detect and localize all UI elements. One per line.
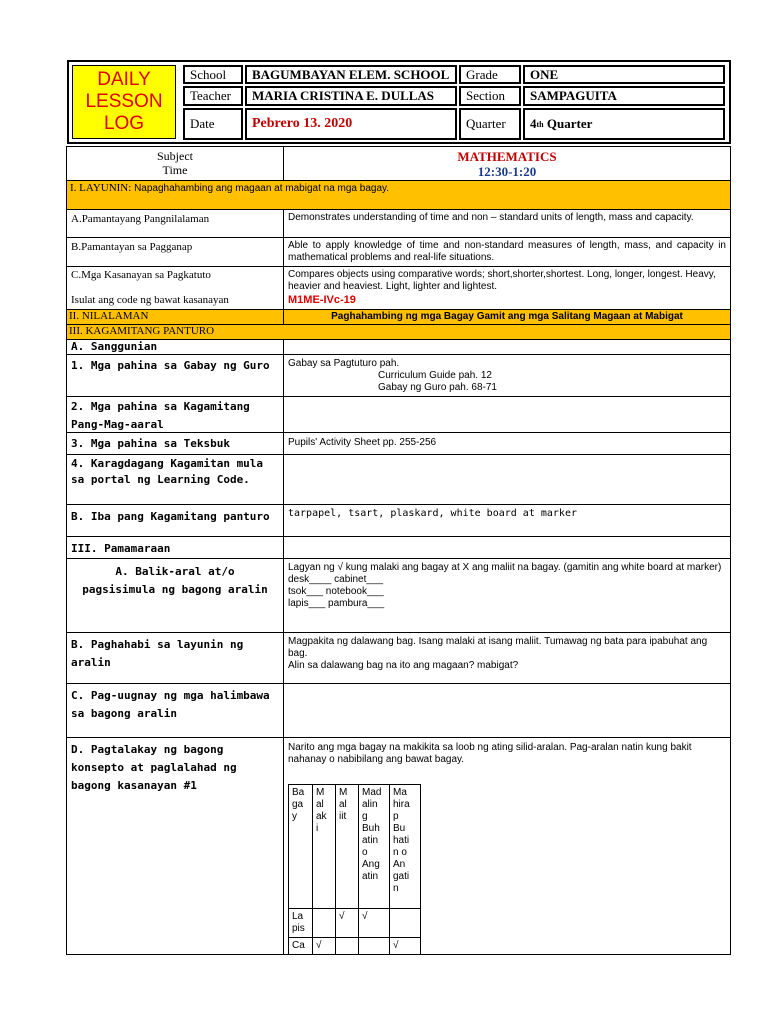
paghahabi-line-2: Alin sa dalawang bag na ito ang magaan? mabigat? [288,660,519,671]
objective-row-c [67,266,730,309]
nilalaman-value: Paghahambing ng mga Bagay Gamit ang mga Salitang Magaan at Mabigat [331,311,683,322]
pagtalakay-label: D. Pagtalakay ng bagong konsepto at paglalahad ng bagong kasanayan #1 [67,738,284,954]
subject-label: Subject [157,149,193,163]
layunin-body: Napaghahambing ang magaan at mabigat na mga bagay. [134,183,390,194]
ref-guro-value [284,355,730,396]
ref-teksbuk-row [67,432,730,454]
objective-c-label: C.Mga Kasanayan sa Pagkatuto [71,269,211,281]
subject-value: MATHEMATICS [457,149,557,164]
kagamitan-row [67,324,730,339]
pamamaraan-row [67,536,730,558]
section-label: Section [459,86,521,106]
teacher-label: Teacher [183,86,243,106]
ref-karagdagan-label: 4. Karagdagang Kagamitan mula sa portal ng Learning Code. [67,455,284,504]
nilalaman-row [67,309,730,324]
subject-time-values [284,147,730,180]
quarter-number: 4 [530,116,537,131]
balik-aral-row [67,558,730,632]
balik-aral-line-1: Lagyan ng √ kung malaki ang bagay at X ang maliit na bagay. (gamitin ang white board at marker) [288,562,722,573]
bag-table-cell [390,909,421,938]
bag-table-cell: La pis [289,909,313,938]
pamamaraan-label: III. Pamamaraan [67,537,284,558]
quarter-value [523,108,725,140]
pamamaraan-value [284,537,730,558]
grade-label: Grade [459,65,521,84]
pag-uugnay-value [284,684,730,737]
bag-table-cell: √ [359,909,390,938]
teacher-value: MARIA CRISTINA E. DULLAS [245,86,457,106]
paghahabi-label: B. Paghahabi sa layunin ng aralin [67,633,284,683]
lesson-plan-table [66,146,731,955]
layunin-text [67,181,730,196]
bag-table-header: M al ak i [313,785,336,909]
school-label: School [183,65,243,84]
subject-time-labels [67,147,284,180]
lesson-log-header [67,60,731,144]
bag-table-header: M al iit [336,785,359,909]
code-label: Isulat ang code ng bawat kasanayan [71,294,229,306]
bag-table-header-row [289,785,421,909]
bag-table-cell [313,909,336,938]
pag-uugnay-row [67,683,730,737]
ref-guro-row [67,354,730,396]
ref-iba-label: B. Iba pang Kagamitang panturo [67,505,284,536]
ref-guro-label: 1. Mga pahina sa Gabay ng Guro [67,355,284,396]
sanggunian-label: A. Sanggunian [67,340,284,354]
quarter-word: Quarter [546,116,593,131]
objective-c-label-cell [67,267,284,309]
bag-table-header: Ba ga y [289,785,313,909]
kagamitan-label: III. KAGAMITANG PANTURO [69,325,215,337]
objective-b-label: B.Pamantayan sa Pagganap [67,238,284,266]
date-value: Pebrero 13. 2020 [245,108,457,140]
balik-aral-label: A. Balik-aral at/o pagsisimula ng bagong aralin [67,559,284,632]
daily-lesson-log-logo [72,65,176,139]
school-value: BAGUMBAYAN ELEM. SCHOOL [245,65,457,84]
balik-aral-line-3: tsok___ notebook___ [288,586,384,597]
ref-guro-line-2: Curriculum Guide pah. 12 [378,370,492,381]
objective-a-label: A.Pamantayang Pangnilalaman [67,210,284,237]
bag-table-cell: √ [313,938,336,955]
paghahabi-value [284,633,730,683]
objective-b-text: Able to apply knowledge of time and non-standard measures of length, mass, and capacity in mathematical problems and real-life situations. [288,240,726,263]
quarter-label: Quarter [459,108,521,140]
time-value: 12:30-1:20 [477,164,537,179]
ref-kagamitan-row [67,396,730,432]
pagtalakay-row [67,737,730,954]
bag-table-header: Ma hira p Bu hati n o An gati n [390,785,421,909]
balik-aral-line-4: lapis___ pambura___ [288,598,385,609]
logo-line-3: LOG [103,113,145,134]
subject-time-row [67,147,730,180]
balik-aral-line-2: desk____ cabinet___ [288,574,384,585]
bag-table-cell: √ [390,938,421,955]
balik-aral-value [284,559,730,632]
bag-table-cell [359,938,390,955]
ref-karagdagan-row [67,454,730,504]
bag-table-cell: √ [336,909,359,938]
paghahabi-line-1: Magpakita ng dalawang bag. Isang malaki at isang maliit. Tumawag ng bata para ipabuhat ang bag. [288,636,708,659]
date-label: Date [183,108,243,140]
logo-line-1: DAILY [97,69,151,90]
objective-row-a [67,209,730,237]
paghahabi-row [67,632,730,683]
bag-table-header: Mad alin g Buh atin o Ang atin [359,785,390,909]
ref-karagdagan-value [284,455,730,504]
sanggunian-value [284,340,730,354]
section-value: SAMPAGUITA [523,86,725,106]
ref-kagamitan-label: 2. Mga pahina sa Kagamitang Pang-Mag-aaral [67,397,284,432]
time-label: Time [162,163,188,177]
ref-teksbuk-value: Pupils' Activity Sheet pp. 255-256 [288,437,437,448]
sanggunian-row [67,339,730,354]
nilalaman-label: II. NILALAMAN [67,310,284,324]
objective-a-text: Demonstrates understanding of time and non – standard units of length, mass and capacity. [288,212,694,223]
ref-kagamitan-value [284,397,730,432]
layunin-heading: I. LAYUNIN: [70,182,135,194]
pagtalakay-text: Narito ang mga bagay na makikita sa loob ng ating silid-aralan. Pag-aralan natin kung bakit nahanay o nabibilang ang bawat bagay. [288,742,692,765]
bag-comparison-table [288,784,421,955]
objective-row-b [67,237,730,266]
objective-c-text: Compares objects using comparative words; short,shorter,shortest. Long, longer, longest. Heavy, heavier and heaviest. Light, lighter and lightest. [288,269,716,292]
bag-table-cell [336,938,359,955]
grade-value: ONE [523,65,725,84]
ref-guro-line-1: Gabay sa Pagtuturo pah. [288,358,400,369]
pagtalakay-value [284,738,730,954]
layunin-row [67,180,730,209]
objective-c-text-cell [284,267,730,309]
table-row [289,938,421,955]
bag-table-cell: Ca [289,938,313,955]
table-row [289,909,421,938]
pag-uugnay-label: C. Pag-uugnay ng mga halimbawa sa bagong aralin [67,684,284,737]
ref-iba-value: tarpapel, tsart, plaskard, white board at marker [288,508,577,519]
ref-teksbuk-label: 3. Mga pahina sa Teksbuk [67,433,284,454]
ref-guro-line-3: Gabay ng Guro pah. 68-71 [378,382,497,393]
code-value: M1ME-IVc-19 [288,294,356,306]
quarter-suffix: th [536,119,544,129]
ref-iba-row [67,504,730,536]
logo-line-2: LESSON [85,91,163,112]
